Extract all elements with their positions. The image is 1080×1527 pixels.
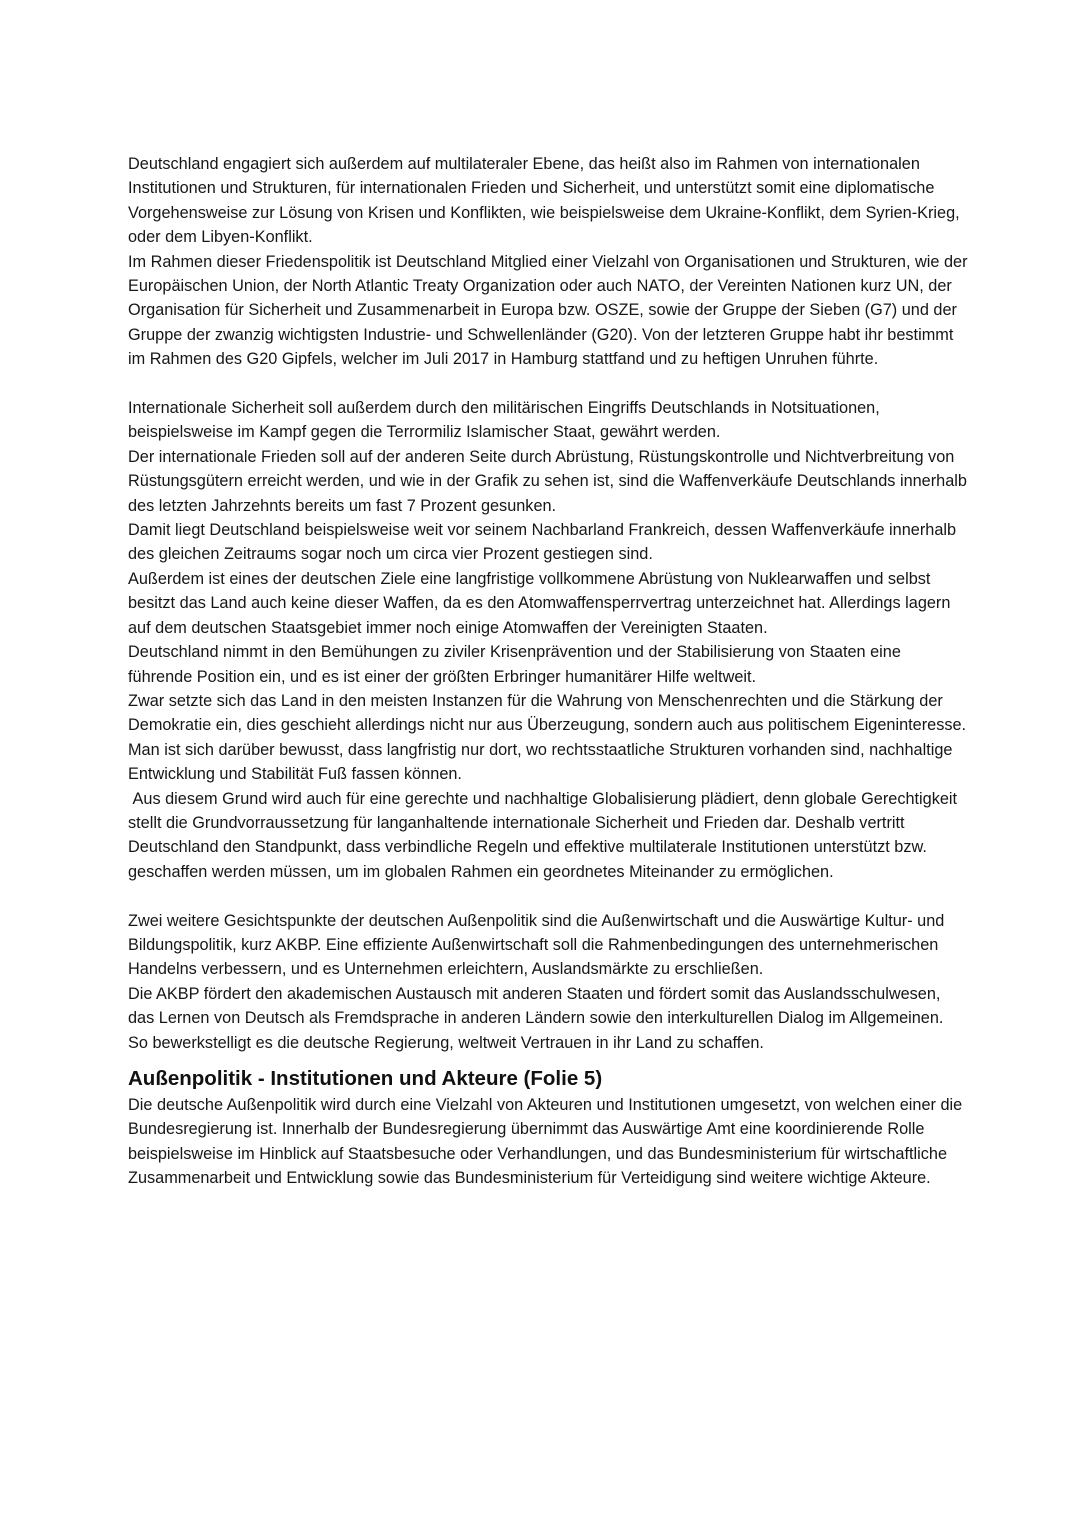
section-heading: Außenpolitik - Institutionen und Akteure (Folie 5) bbox=[128, 1067, 603, 1090]
paragraph-spacer bbox=[128, 372, 968, 396]
paragraph-crisis-prevention: Deutschland nimmt in den Bemühungen zu ziviler Krisenprävention und der Stabilisierung von Staaten eine führende Position ein, und es ist einer der größten Erbringer humanitärer Hilfe weltweit. bbox=[128, 643, 901, 686]
paragraph-trust: So bewerkstelligt es die deutsche Regierung, weltweit Vertrauen in ihr Land zu schaffen. bbox=[128, 1033, 764, 1052]
document-page bbox=[128, 152, 968, 1191]
paragraph-organisations: Im Rahmen dieser Friedenspolitik ist Deutschland Mitglied einer Vielzahl von Organisationen und Strukturen, wie der Europäischen Union, der North Atlantic Treaty Organization oder auch NATO, der Vereinten Nationen kurz UN, der Organisation für Sicherheit und Zusammenarbeit in Europa bzw. OSZE, sowie der Gruppe der Sieben (G7) und der Gruppe der zwanzig wichtigsten Industrie- und Schwellenländer (G20). Von der letzteren Gruppe habt ihr bestimmt im Rahmen des G20 Gipfels, welcher im Juli 2017 in Hamburg stattfand und zu heftigen Unruhen führte. bbox=[128, 252, 968, 369]
paragraph-multilateral: Deutschland engagiert sich außerdem auf multilateraler Ebene, das heißt also im Rahmen von internationalen Institutionen und Strukturen, für internationalen Frieden und Sicherheit, und unterstützt somit eine diplomatische Vorgehensweise zur Lösung von Krisen und Konflikten, wie beispielsweise dem Ukraine-Konflikt, dem Syrien-Krieg, oder dem Libyen-Konflikt. bbox=[128, 155, 960, 247]
paragraph-france: Damit liegt Deutschland beispielsweise weit vor seinem Nachbarland Frankreich, dessen Waffenverkäufe innerhalb des gleichen Zeitraums sogar noch um circa vier Prozent gestiegen sind. bbox=[128, 521, 957, 564]
paragraph-nuclear: Außerdem ist eines der deutschen Ziele eine langfristige vollkommene Abrüstung von Nuklearwaffen und selbst besitzt das Land auch keine dieser Waffen, da es den Atomwaffensperrvertrag unterzeichnet hat. Allerdings lagern auf dem deutschen Staatsgebiet immer noch einige Atomwaffen der Vereinigten Staaten. bbox=[128, 569, 951, 637]
paragraph-globalisation: Aus diesem Grund wird auch für eine gerechte und nachhaltige Globalisierung plädiert, denn globale Gerechtigkeit stellt die Grundvorraussetzung für langanhaltende internationale Sicherheit und Frieden dar. Deshalb vertritt Deutschland den Standpunkt, dass verbindliche Regeln und effektive multilaterale Institutionen unterstützt bzw. geschaffen werden müssen, um im globalen Rahmen ein geordnetes Miteinander zu ermöglichen. bbox=[128, 789, 962, 881]
paragraph-actors: Die deutsche Außenpolitik wird durch eine Vielzahl von Akteuren und Institutionen umgesetzt, von welchen einer die Bundesregierung ist. Innerhalb der Bundesregierung übernimmt das Auswärtige Amt eine koordinierende Rolle beispielsweise im Hinblick auf Staatsbesuche oder Verhandlungen, und das Bundesministerium für wirtschaftliche Zusammenarbeit und Entwicklung sowie das Bundesministerium für Verteidigung sind weitere wichtige Akteure. bbox=[128, 1096, 963, 1188]
paragraph-foreign-trade: Zwei weitere Gesichtspunkte der deutschen Außenpolitik sind die Außenwirtschaft und die Auswärtige Kultur- und Bildungspolitik, kurz AKBP. Eine effiziente Außenwirtschaft soll die Rahmenbedingungen des unternehmerischen Handelns verbessern, und es Unternehmen erleichtern, Auslandsmärkte zu erschließen. bbox=[128, 911, 945, 979]
paragraph-akbp: Die AKBP fördert den akademischen Austausch mit anderen Staaten und fördert somit das Auslandsschulwesen, das Lernen von Deutsch als Fremdsprache in anderen Ländern sowie den interkulturellen Dialog im Allgemeinen. bbox=[128, 984, 944, 1028]
paragraph-human-rights: Zwar setzte sich das Land in den meisten Instanzen für die Wahrung von Menschenrechten und die Stärkung der Demokratie ein, dies geschieht allerdings nicht nur aus Überzeugung, sondern auch aus politischem Eigeninteresse. Man ist sich darüber bewusst, dass langfristig nur dort, wo rechtsstaatliche Strukturen vorhanden sind, nachhaltige Entwicklung und Stabilität Fuß fassen können. bbox=[128, 691, 967, 784]
paragraph-disarmament: Der internationale Frieden soll auf der anderen Seite durch Abrüstung, Rüstungskontrolle und Nichtverbreitung von Rüstungsgütern erreicht werden, und wie in der Grafik zu sehen ist, sind die Waffenverkäufe Deutschlands innerhalb des letzten Jahrzehnts bereits um fast 7 Prozent gesunken. bbox=[128, 447, 967, 515]
paragraph-security: Internationale Sicherheit soll außerdem durch den militärischen Eingriffs Deutschlands in Notsituationen, beispielsweise im Kampf gegen die Terrormiliz Islamischer Staat, gewährt werden. bbox=[128, 399, 880, 442]
paragraph-spacer bbox=[128, 884, 968, 908]
